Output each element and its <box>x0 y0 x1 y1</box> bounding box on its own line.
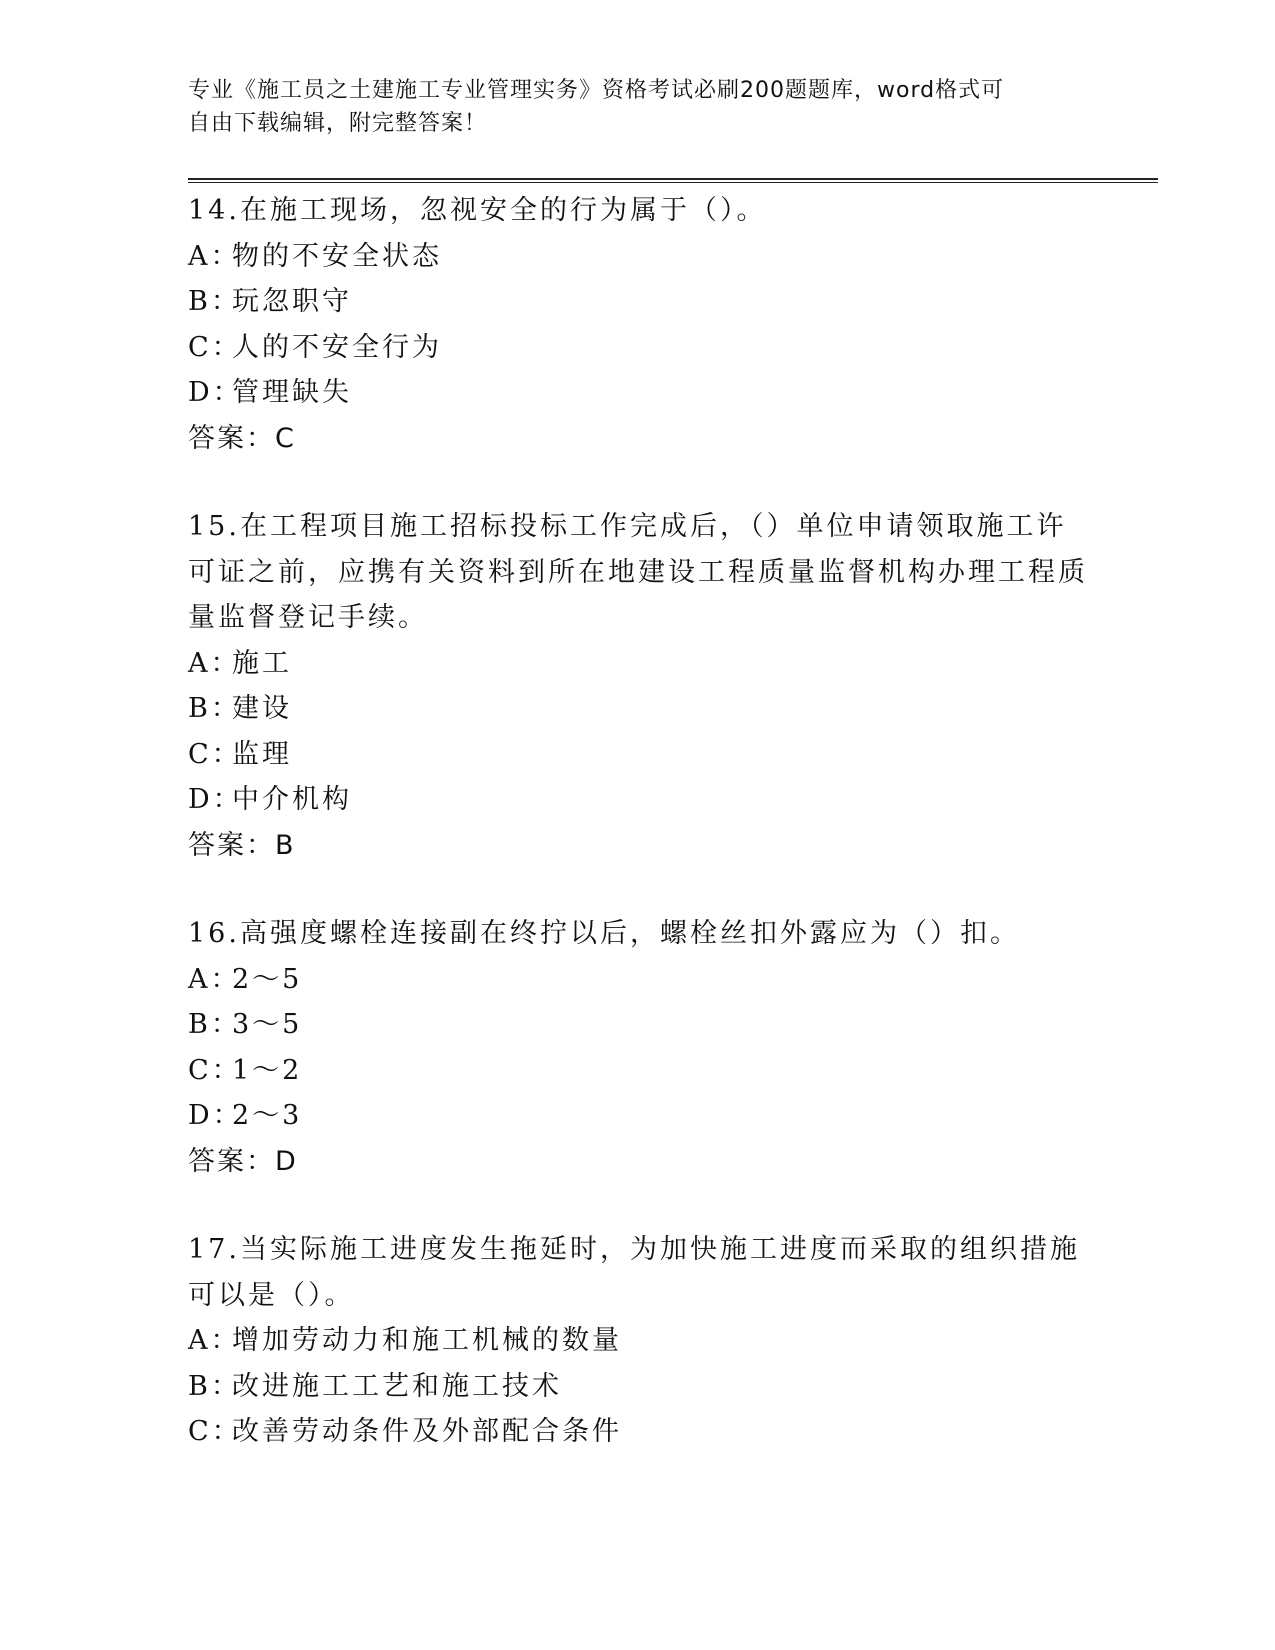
option-text: 施工 <box>232 647 292 679</box>
option-text: 物的不安全状态 <box>232 240 442 272</box>
question-stem: 17.当实际施工进度发生拖延时，为加快施工进度而采取的组织措施可以是（）。 <box>188 1234 1080 1311</box>
option-letter: A： <box>188 240 241 272</box>
question-stem: 15.在工程项目施工招标投标工作完成后，（）单位申请领取施工许可证之前，应携有关资料到所在地建设工程质量监督机构办理工程质量监督登记手续。 <box>188 511 1088 633</box>
option-d <box>188 370 1088 416</box>
question-item <box>188 188 1088 461</box>
option-letter: B： <box>188 1009 241 1040</box>
option-c <box>188 325 1088 371</box>
option-text: 改善劳动条件及外部配合条件 <box>232 1416 622 1447</box>
option-letter: C： <box>188 1054 242 1086</box>
option-d <box>188 1093 1088 1139</box>
option-text: 中介机构 <box>232 784 352 815</box>
option-c <box>188 1409 1088 1455</box>
option-letter: A： <box>188 963 241 995</box>
option-text: 建设 <box>232 693 292 724</box>
question-list <box>188 188 1088 1498</box>
option-text: 管理缺失 <box>232 377 352 408</box>
option-text: 改进施工工艺和施工技术 <box>232 1370 562 1402</box>
option-letter: D： <box>188 784 243 815</box>
document-header <box>188 74 1088 140</box>
question-stem: 14.在施工现场，忽视安全的行为属于（）。 <box>188 195 767 226</box>
question-item <box>188 1227 1088 1455</box>
option-text: 监理 <box>232 738 292 770</box>
option-letter: B： <box>188 1370 241 1402</box>
option-letter: C： <box>188 738 242 770</box>
document-title-line-1: 专业《施工员之土建施工专业管理实务》资格考试必刷200题题库，word格式可 <box>188 78 1005 103</box>
answer-line: 答案：C <box>188 422 296 454</box>
option-letter: D： <box>188 377 243 408</box>
option-a <box>188 1318 1088 1364</box>
option-c <box>188 1048 1088 1094</box>
header-divider <box>188 178 1158 183</box>
option-text: 玩忽职守 <box>232 286 352 317</box>
option-b <box>188 279 1088 325</box>
option-letter: D： <box>188 1100 243 1131</box>
option-a <box>188 957 1088 1003</box>
question-stem: 16.高强度螺栓连接副在终拧以后，螺栓丝扣外露应为（）扣。 <box>188 918 1020 949</box>
option-text: 2～5 <box>232 963 303 995</box>
option-c <box>188 732 1088 778</box>
option-letter: B： <box>188 693 241 724</box>
option-letter: A： <box>188 647 241 679</box>
option-a <box>188 234 1088 280</box>
option-text: 增加劳动力和施工机械的数量 <box>232 1325 622 1356</box>
answer-line: 答案：B <box>188 829 296 861</box>
option-letter: C： <box>188 1416 242 1447</box>
option-text: 人的不安全行为 <box>232 331 442 363</box>
question-item <box>188 504 1088 868</box>
option-letter: C： <box>188 331 242 363</box>
option-a <box>188 641 1088 687</box>
option-text: 3～5 <box>232 1009 303 1040</box>
option-b <box>188 1002 1088 1048</box>
question-item <box>188 911 1088 1184</box>
option-letter: A： <box>188 1325 241 1356</box>
option-b <box>188 686 1088 732</box>
document-title-line-2: 自由下载编辑，附完整答案！ <box>188 111 488 136</box>
option-letter: B： <box>188 286 241 317</box>
answer-line: 答案：D <box>188 1145 298 1177</box>
option-text: 1～2 <box>232 1054 303 1086</box>
option-b <box>188 1364 1088 1410</box>
option-text: 2～3 <box>232 1100 303 1131</box>
option-d <box>188 777 1088 823</box>
